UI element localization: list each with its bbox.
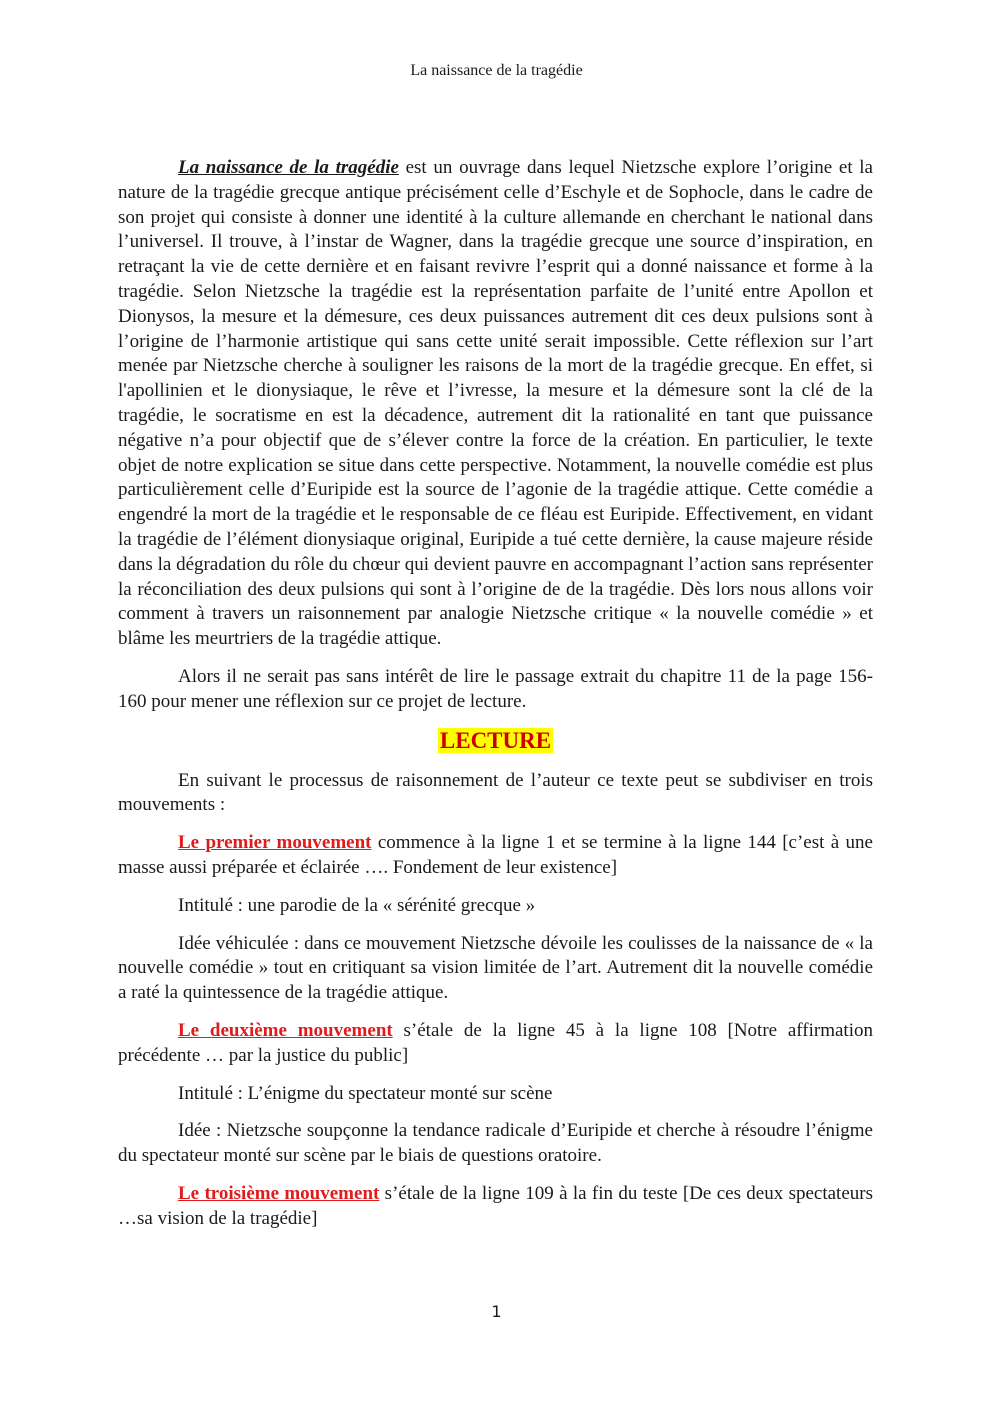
- movement-3-label: Le troisième mouvement: [178, 1182, 380, 1204]
- movement-1-idea: Idée véhiculée : dans ce mouvement Nietzsche dévoile les coulisses de la naissance de « la nouvelle comédie » tout en critiquant sa vision limitée de l’art. Autrement dit la nouvelle comédie a raté la quintessence de la tragédie attique.: [118, 932, 873, 1004]
- page-number: 1: [491, 1302, 502, 1321]
- movement-1-paragraph: [118, 831, 873, 881]
- movement-3-range: s’étale de la ligne 109 à la fin du teste [De ces deux spectateurs …sa vision de la tragédie]: [118, 1182, 873, 1229]
- intro-paragraph: [118, 156, 873, 652]
- movement-1-range: commence à la ligne 1 et se termine à la ligne 144 [c’est à une masse aussi préparée et éclairée …. Fondement de leur existence]: [118, 832, 873, 878]
- structure-intro-paragraph: En suivant le processus de raisonnement de l’auteur ce texte peut se subdiviser en trois mouvements :: [118, 769, 873, 816]
- movement-2-paragraph: [118, 1019, 873, 1069]
- movement-2-title: Intitulé : L’énigme du spectateur monté sur scène: [178, 1082, 553, 1104]
- movement-3-paragraph: [118, 1182, 873, 1232]
- movement-2-label: Le deuxième mouvement: [178, 1019, 393, 1041]
- movement-2-idea: Idée : Nietzsche soupçonne la tendance radicale d’Euripide et cherche à résoudre l’énigme du spectateur monté sur scène par le biais de questions oratoire.: [118, 1120, 873, 1167]
- movement-2-range: s’étale de la ligne 45 à la ligne 108 [Notre affirmation précédente … par la justice du public]: [118, 1019, 873, 1066]
- intro-text: est un ouvrage dans lequel Nietzsche explore l’origine et la nature de la tragédie grecque antique précisément celle d’Eschyle et de Sophocle, dans le cadre de son projet qui consiste à donner une identité à la culture allemande en cherchant le national dans l’universel. Il trouve, à l’instar de Wagner, dans la tragédie grecque une source d’inspiration, en retraçant la vie de cette dernière et en faisant revivre l’esprit qui a donné naissance et forme à la tragédie. Selon Nietzsche la tragédie est la représentation parfaite de l’unité entre Apollon et Dionysos, la mesure et la démesure, ces deux puissances autrement dit ces deux pulsions sont à l’origine de l’harmonie artistique qui sans cette unité serait impossible. Cette réflexion sur l’art menée par Nietzsche cherche à souligner les raisons de la mort de la tragédie grecque. En effet, si l'apollinien et le dionysiaque, le rêve et l’ivresse, la mesure et la démesure sont la clé de la tragédie, le socratisme en est la décadence, autrement dit la rationalité en tant que puissance négative n’a pour objectif que de s’élever contre la force de la création. En particulier, le texte objet de notre explication se situe dans cette perspective. Notamment, la nouvelle comédie est plus particulièrement celle d’Euripide est la source de l’agonie de la tragédie attique. Cette comédie a engendré la mort de la tragédie et le responsable de ce fléau est Euripide. Effectivement, en vidant la tragédie de l’élément dionysiaque original, Euripide a tué cette dernière, la cause majeure réside dans la dégradation du rôle du chœur qui devient pauvre en accompagnant l’action sans représenter la réconciliation des deux pulsions qui sont à l’origine de de la tragédie. Dès lors nous allons voir comment à travers un raisonnement par analogie Nietzsche critique « la nouvelle comédie » et blâme les meurtriers de la tragédie attique.: [118, 157, 873, 650]
- document-body: [118, 156, 873, 1231]
- running-header: La naissance de la tragédie: [410, 62, 583, 79]
- movement-1-title: Intitulé : une parodie de la « sérénité grecque »: [178, 894, 536, 916]
- section-heading-wrap: [118, 726, 873, 758]
- section-heading-lecture: LECTURE: [439, 727, 552, 753]
- book-title-reference: La naissance de la tragédie: [178, 157, 399, 178]
- transition-paragraph: Alors il ne serait pas sans intérêt de lire le passage extrait du chapitre 11 de la page 156-160 pour mener une réflexion sur ce projet de lecture.: [118, 665, 873, 712]
- movement-1-label: Le premier mouvement: [178, 832, 372, 854]
